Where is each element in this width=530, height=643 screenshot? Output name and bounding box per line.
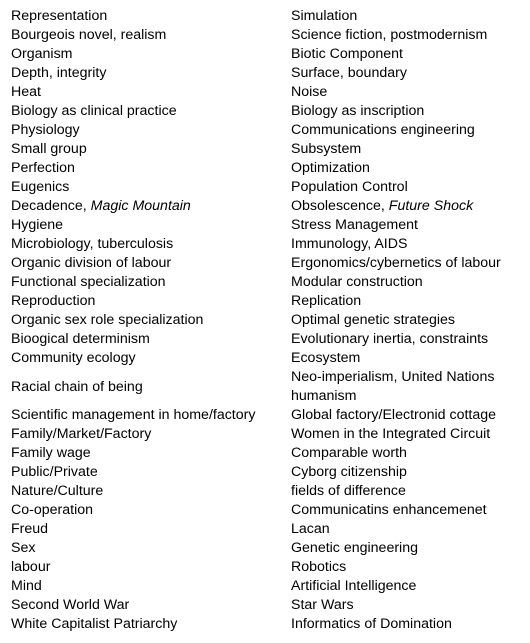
right-cell: Comparable worth bbox=[291, 445, 407, 461]
left-cell: Bioogical determinism bbox=[11, 331, 150, 347]
left-cell: Organism bbox=[11, 46, 73, 62]
right-cell: Women in the Integrated Circuit bbox=[291, 426, 491, 442]
right-cell: Genetic engineering bbox=[291, 540, 418, 556]
table-row bbox=[11, 102, 523, 121]
table-row bbox=[11, 539, 523, 558]
table-row bbox=[11, 501, 523, 520]
left-cell: Public/Private bbox=[11, 464, 98, 480]
right-cell: Informatics of Domination bbox=[291, 616, 452, 632]
right-cell: Immunology, AIDS bbox=[291, 236, 408, 252]
table-row bbox=[11, 197, 523, 216]
table-row bbox=[11, 615, 523, 634]
right-cell: Biotic Component bbox=[291, 46, 403, 62]
table-row bbox=[11, 216, 523, 235]
table-row bbox=[11, 235, 523, 254]
right-cell: Lacan bbox=[291, 521, 330, 537]
right-cell: Star Wars bbox=[291, 597, 354, 613]
right-cell: Stress Management bbox=[291, 217, 418, 233]
left-italic-title: Magic Mountain bbox=[90, 198, 191, 214]
table-row bbox=[11, 64, 523, 83]
left-cell: Family wage bbox=[11, 445, 91, 461]
table-row bbox=[11, 349, 523, 368]
table-row bbox=[11, 368, 523, 406]
left-cell: Organic sex role specialization bbox=[11, 312, 204, 328]
left-cell bbox=[11, 197, 291, 216]
left-cell: Eugenics bbox=[11, 179, 70, 195]
table-row bbox=[11, 558, 523, 577]
right-text: Obsolescence, bbox=[291, 198, 389, 214]
right-cell: Population Control bbox=[291, 179, 408, 195]
right-cell: fields of difference bbox=[291, 483, 406, 499]
left-cell: Small group bbox=[11, 141, 87, 157]
right-cell: Communications engineering bbox=[291, 122, 475, 138]
right-cell: Optimal genetic strategies bbox=[291, 312, 456, 328]
table-row bbox=[11, 45, 523, 64]
left-cell: Community ecology bbox=[11, 350, 136, 366]
right-cell bbox=[291, 197, 523, 216]
left-cell: Hygiene bbox=[11, 217, 64, 233]
table-row bbox=[11, 254, 523, 273]
right-cell: Evolutionary inertia, constraints bbox=[291, 331, 489, 347]
right-cell: Biology as inscription bbox=[291, 103, 425, 119]
left-cell: Sex bbox=[11, 540, 36, 556]
right-cell: Artificial Intelligence bbox=[291, 578, 417, 594]
table-row bbox=[11, 273, 523, 292]
table-row bbox=[11, 482, 523, 501]
right-cell: Ergonomics/cybernetics of labour bbox=[291, 255, 501, 271]
left-cell: Reproduction bbox=[11, 293, 96, 309]
left-cell: Mind bbox=[11, 578, 42, 594]
right-cell: Cyborg citizenship bbox=[291, 464, 407, 480]
left-cell: White Capitalist Patriarchy bbox=[11, 616, 178, 632]
table-row bbox=[11, 406, 523, 425]
right-cell: Simulation bbox=[291, 8, 358, 24]
right-cell: Ecosystem bbox=[291, 350, 361, 366]
table-row bbox=[11, 159, 523, 178]
table-row bbox=[11, 178, 523, 197]
table-row bbox=[11, 463, 523, 482]
left-cell: Freud bbox=[11, 521, 49, 537]
left-cell: Co-operation bbox=[11, 502, 94, 518]
right-cell: Global factory/Electronid cottage bbox=[291, 407, 497, 423]
table-row bbox=[11, 121, 523, 140]
left-cell: Nature/Culture bbox=[11, 483, 104, 499]
right-cell: Neo-imperialism, United Nations humanism bbox=[291, 369, 495, 404]
left-cell: Racial chain of being bbox=[11, 378, 143, 395]
dichotomy-table bbox=[11, 7, 523, 634]
left-cell: Perfection bbox=[11, 160, 75, 176]
table-row bbox=[11, 596, 523, 615]
right-cell: Optimization bbox=[291, 160, 370, 176]
left-text: Decadence, bbox=[11, 198, 91, 214]
right-italic-title: Future Shock bbox=[388, 198, 474, 214]
left-cell: Second World War bbox=[11, 597, 130, 613]
right-cell: Modular construction bbox=[291, 274, 423, 290]
table-row bbox=[11, 520, 523, 539]
table-row bbox=[11, 26, 523, 45]
left-cell: Bourgeois novel, realism bbox=[11, 27, 167, 43]
right-cell: Noise bbox=[291, 84, 328, 100]
right-cell: Surface, boundary bbox=[291, 65, 407, 81]
table-row bbox=[11, 311, 523, 330]
table-row bbox=[11, 577, 523, 596]
left-cell: Functional specialization bbox=[11, 274, 166, 290]
left-cell: Representation bbox=[11, 8, 108, 24]
left-cell: Physiology bbox=[11, 122, 80, 138]
table-row bbox=[11, 292, 523, 311]
table-row bbox=[11, 7, 523, 26]
left-cell: Microbiology, tuberculosis bbox=[11, 236, 174, 252]
left-cell: labour bbox=[11, 559, 51, 575]
table-row bbox=[11, 83, 523, 102]
left-cell: Heat bbox=[11, 84, 41, 100]
left-cell: Scientific management in home/factory bbox=[11, 407, 256, 423]
table-row bbox=[11, 425, 523, 444]
right-cell: Communicatins enhancemenet bbox=[291, 502, 487, 518]
right-cell: Science fiction, postmodernism bbox=[291, 27, 488, 43]
table-row bbox=[11, 140, 523, 159]
left-cell: Family/Market/Factory bbox=[11, 426, 152, 442]
left-cell: Biology as clinical practice bbox=[11, 103, 177, 119]
left-cell: Depth, integrity bbox=[11, 65, 107, 81]
right-cell: Replication bbox=[291, 293, 362, 309]
right-cell: Subsystem bbox=[291, 141, 362, 157]
right-cell: Robotics bbox=[291, 559, 347, 575]
table-row bbox=[11, 444, 523, 463]
left-cell: Organic division of labour bbox=[11, 255, 172, 271]
table-row bbox=[11, 330, 523, 349]
